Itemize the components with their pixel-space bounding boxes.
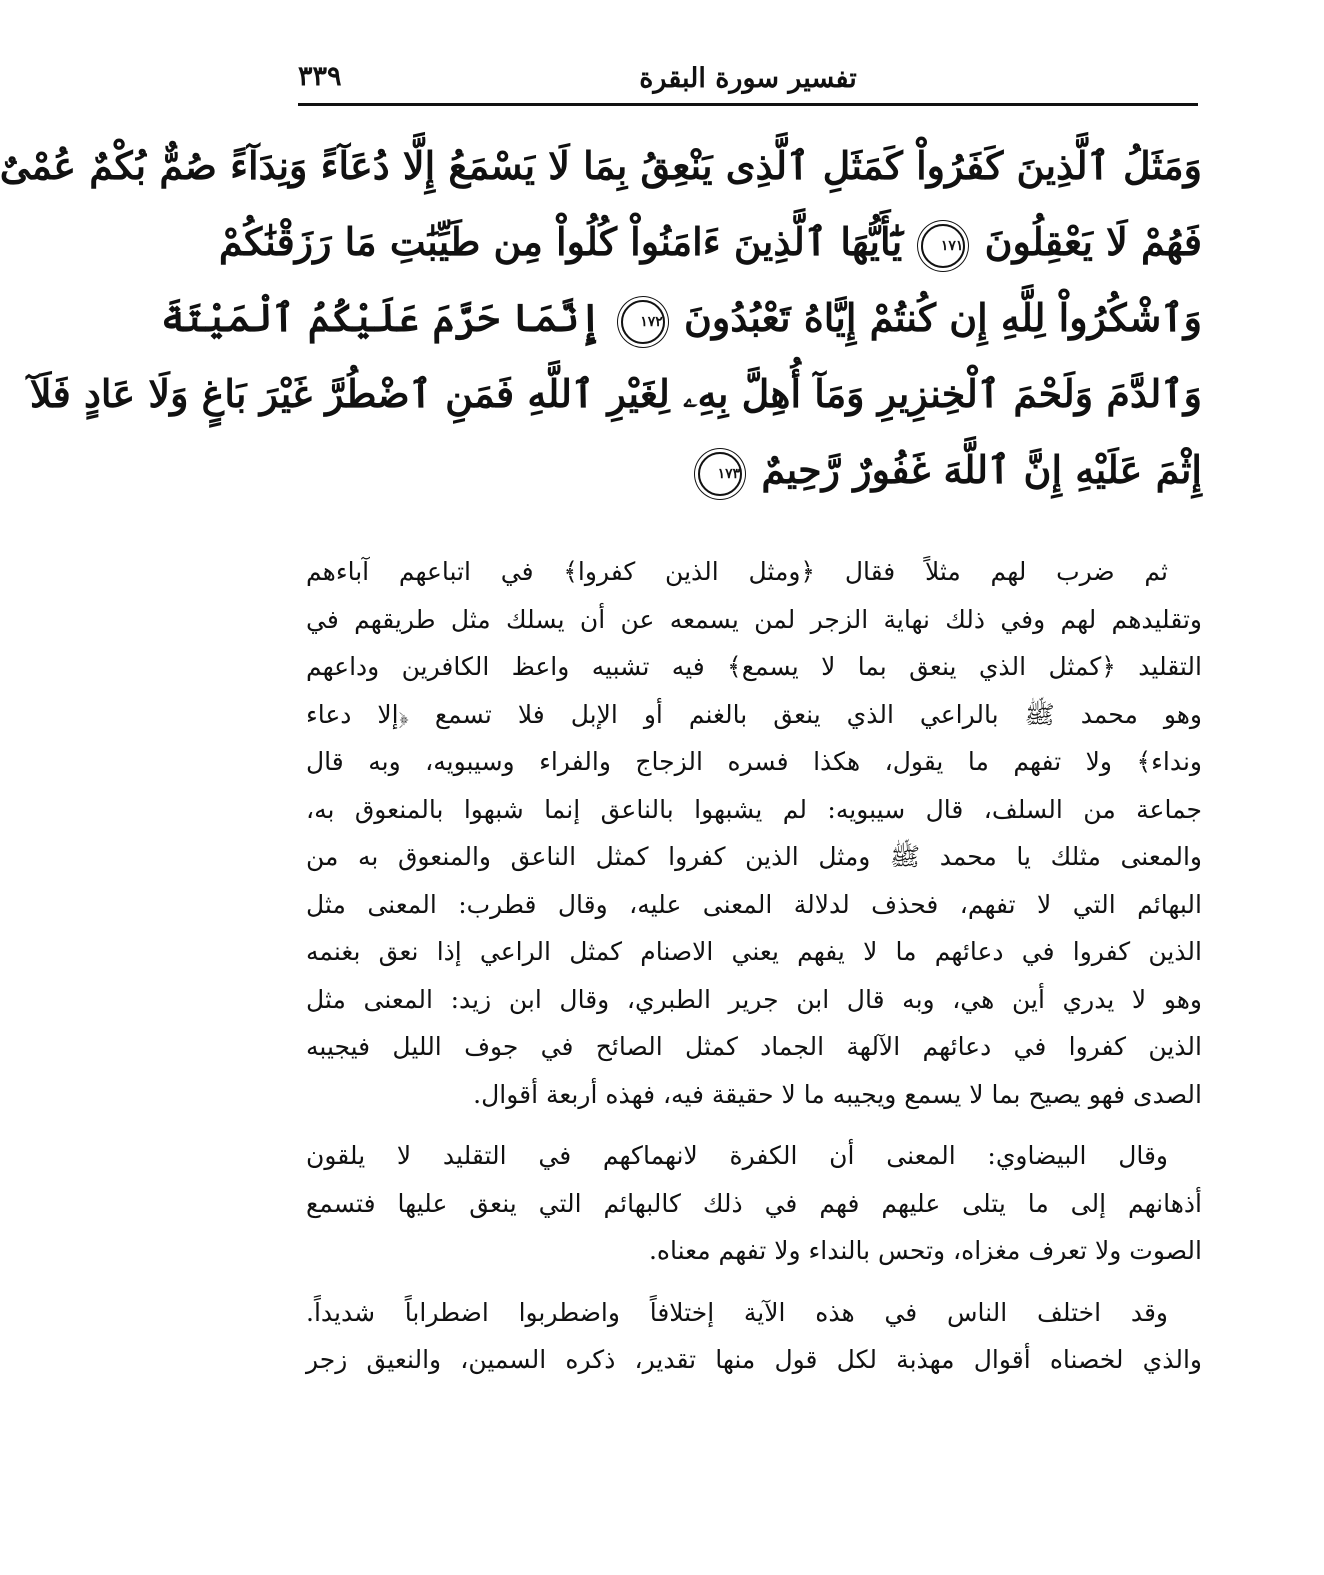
quran-line-text: وَٱلدَّمَ وَلَحْمَ ٱلْخِنزِيرِ وَمَآ أُهِلَّ بِهِۦ لِغَيْرِ ٱللَّهِ فَمَنِ ٱضْطُرَّ غَيْرَ بَاغٍ وَلَا عَادٍ فَلَآ bbox=[29, 371, 1202, 416]
text-line: وقال البيضاوي: المعنى أن الكفرة لانهماكهم في التقليد لا يلقون bbox=[306, 1141, 1168, 1170]
text-line: الصدى فهو يصيح بما لا يسمع ويجيبه ما لا حقيقة فيه، فهذه أربعة أقوال. bbox=[473, 1079, 1202, 1109]
text-line: الذين كفروا في دعائهم الآلهة الجماد كمثل الصائح في جوف الليل فيجيبه bbox=[306, 1032, 1202, 1061]
commentary-text bbox=[306, 548, 1202, 1384]
quran-line bbox=[218, 204, 1202, 280]
quran-line-text: وَمَثَلُ ٱلَّذِينَ كَفَرُواْ كَمَثَلِ ٱلَّذِى يَنْعِقُ بِمَا لَا يَسْمَعُ إِلَّا دُعَآءً وَنِدَآءً صُمٌّ بُكْمٌ عُمْىٌ bbox=[0, 143, 1202, 188]
text-line: والذي لخصناه أقوال مهذبة لكل قول منها تقدير، ذكره السمين، والنعيق زجر bbox=[306, 1345, 1202, 1374]
commentary-paragraph bbox=[306, 1132, 1202, 1275]
ayah-number-marker: ١٧٣ bbox=[698, 452, 742, 496]
quran-verses-block bbox=[0, 128, 1202, 508]
ayah-number-marker: ١٧٢ bbox=[621, 300, 665, 344]
text-line: وهو لا يدري أين هي، وبه قال ابن جرير الطبري، وقال ابن زيد: المعنى مثل bbox=[306, 984, 1202, 1014]
text-line: وقد اختلف الناس في هذه الآية إختلافاً واضطربوا اضطراباً شديداً. bbox=[306, 1297, 1168, 1327]
commentary-paragraph bbox=[306, 548, 1202, 1118]
quran-line bbox=[302, 432, 1202, 508]
quran-line-text: وَٱشْكُرُواْ لِلَّهِ إِن كُنتُمْ إِيَّاهُ تَعْبُدُونَ bbox=[684, 295, 1202, 340]
text-line: جماعة من السلف، قال سيبويه: لم يشبهوا بالناعق إنما شبهوا بالمنعوق به، bbox=[306, 794, 1202, 824]
commentary-paragraph bbox=[306, 1289, 1202, 1384]
text-line: ثم ضرب لهم مثلاً فقال ﴿ومثل الذين كفروا﴾ في اتباعهم آباءهم bbox=[306, 557, 1168, 586]
text-line: الصوت ولا تعرف مغزاه، وتحس بالنداء ولا تفهم معناه. bbox=[648, 1236, 1202, 1265]
quran-line-text: فَهُمْ لَا يَعْقِلُونَ bbox=[984, 219, 1202, 264]
quran-line-text: إِنَّمَا حَرَّمَ عَلَيْكُمُ ٱلْمَيْتَةَ bbox=[161, 295, 602, 340]
page-number: ٣٣٩ bbox=[298, 61, 342, 92]
text-line: التقليد ﴿كمثل الذي ينعق بما لا يسمع﴾ فيه تشبيه واعظ الكافرين وداعهم bbox=[306, 652, 1202, 681]
text-line: أذهانهم إلى ما يتلى عليهم فهم في ذلك كالبهائم التي ينعق عليها فتسمع bbox=[306, 1188, 1202, 1218]
running-title: تفسير سورة البقرة bbox=[639, 63, 857, 94]
running-head bbox=[298, 56, 1198, 100]
header-rule bbox=[298, 103, 1198, 106]
quran-line-text: يَٰٓأَيُّهَا ٱلَّذِينَ ءَامَنُواْ كُلُواْ مِن طَيِّبَٰتِ مَا رَزَقْنَٰكُمْ bbox=[218, 219, 903, 264]
quran-line bbox=[0, 128, 1202, 204]
quran-line bbox=[29, 356, 1202, 432]
text-line: الذين كفروا في دعائهم ما لا يفهم يعني الاصنام كمثل الراعي إذا نعق بغنمه bbox=[306, 937, 1202, 966]
text-line: وهو محمد ﷺ بالراعي الذي ينعق بالغنم أو الإبل فلا تسمع ﴿إلا دعاء bbox=[306, 699, 1202, 729]
text-line: والمعنى مثلك يا محمد ﷺ ومثل الذين كفروا كمثل الناعق والمنعوق به من bbox=[306, 842, 1202, 871]
text-line: البهائم التي لا تفهم، فحذف لدلالة المعنى عليه، وقال قطرب: المعنى مثل bbox=[306, 889, 1202, 919]
ayah-number-marker: ١٧١ bbox=[921, 224, 965, 268]
quran-line-text: إِثْمَ عَلَيْهِ إِنَّ ٱللَّهَ غَفُورٌ رَّحِيمٌ bbox=[761, 447, 1202, 492]
quran-line bbox=[161, 280, 1202, 356]
text-line: وتقليدهم لهم وفي ذلك نهاية الزجر لمن يسمعه عن أن يسلك مثل طريقهم في bbox=[306, 604, 1202, 634]
text-line: ونداء﴾ ولا تفهم ما يقول، هكذا فسره الزجاج والفراء وسيبويه، وبه قال bbox=[306, 747, 1202, 776]
